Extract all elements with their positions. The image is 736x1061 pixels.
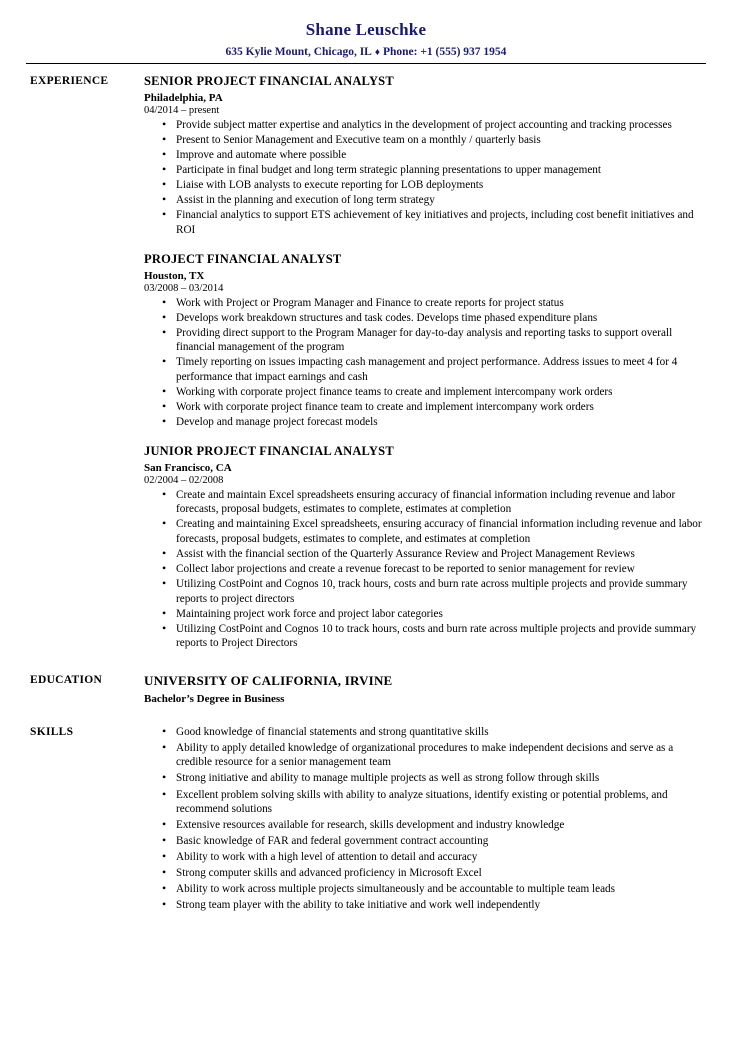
job-title: PROJECT FINANCIAL ANALYST bbox=[144, 251, 342, 266]
skill-bullet: • Strong initiative and ability to manage multiple projects as well as strong follow through skills bbox=[162, 771, 706, 786]
job-dates: 02/2004 – 02/2008 bbox=[144, 474, 224, 486]
job-location: San Francisco, CA bbox=[144, 461, 232, 474]
education-degree: Bachelor’s Degree in Business bbox=[144, 692, 285, 705]
contact-line bbox=[26, 46, 706, 58]
job-title: JUNIOR PROJECT FINANCIAL ANALYST bbox=[144, 443, 394, 458]
job-bullet: • Create and maintain Excel spreadsheets ensuring accuracy of financial information including revenue and labor forecasts, proposal budgets, estimates to complete, estimates at completion bbox=[162, 488, 706, 517]
contact-address: 635 Kylie Mount, Chicago, IL bbox=[225, 46, 372, 58]
skill-bullet: • Excellent problem solving skills with ability to analyze situations, identify existing or potential problems, and recommend solutions bbox=[162, 788, 706, 817]
skill-bullet: • Ability to work across multiple projects simultaneously and be accountable to multiple team leads bbox=[162, 882, 706, 897]
skills-section bbox=[26, 725, 706, 915]
job-location: Houston, TX bbox=[144, 269, 205, 282]
diamond-separator-icon: ♦ bbox=[374, 47, 380, 58]
job-bullet: • Develop and manage project forecast models bbox=[162, 415, 706, 430]
education-section-label: EDUCATION bbox=[30, 673, 103, 686]
job-bullet: • Work with Project or Program Manager and Finance to create reports for project status bbox=[162, 296, 706, 311]
job-bullet: • Utilizing CostPoint and Cognos 10, track hours, costs and burn rate across multiple projects and provide summary reports to project directors bbox=[162, 577, 706, 606]
job-bullet: • Maintaining project work force and project labor categories bbox=[162, 607, 706, 622]
experience-section-body bbox=[138, 74, 706, 665]
job-bullet: • Develops work breakdown structures and task codes. Develops time phased expenditure plans bbox=[162, 311, 706, 326]
job-bullet: • Assist with the financial section of the Quarterly Assurance Review and Project Management Reviews bbox=[162, 547, 706, 562]
job-bullet: • Improve and automate where possible bbox=[162, 148, 706, 163]
job-bullet: • Liaise with LOB analysts to execute reporting for LOB deployments bbox=[162, 178, 706, 193]
job-bullet: • Assist in the planning and execution of long term strategy bbox=[162, 193, 706, 208]
skill-bullet: • Strong team player with the ability to take initiative and work well independently bbox=[162, 898, 706, 913]
experience-section bbox=[26, 74, 706, 665]
skill-bullet: • Good knowledge of financial statements and strong quantitative skills bbox=[162, 725, 706, 740]
skills-section-body bbox=[138, 725, 706, 915]
job-entry bbox=[144, 74, 706, 238]
candidate-name: Shane Leuschke bbox=[305, 20, 427, 39]
job-bullet: • Utilizing CostPoint and Cognos 10 to track hours, costs and burn rate across multiple projects and provide summary reports to Project Directors bbox=[162, 622, 706, 651]
contact-phone: Phone: +1 (555) 937 1954 bbox=[382, 46, 507, 58]
job-bullet: • Timely reporting on issues impacting cash management and project performance. Address issues to meet 4 for 4 performance that impact earnings and cash bbox=[162, 355, 706, 384]
job-bullet: • Work with corporate project finance team to create and implement intercompany work orders bbox=[162, 400, 706, 415]
job-dates: 04/2014 – present bbox=[144, 105, 220, 116]
experience-section-label: EXPERIENCE bbox=[30, 75, 109, 87]
skill-bullet: • Ability to work with a high level of attention to detail and accuracy bbox=[162, 850, 706, 865]
job-bullet: • Present to Senior Management and Executive team on a monthly / quarterly basis bbox=[162, 133, 706, 148]
education-section-body bbox=[138, 673, 706, 707]
skill-bullet: • Extensive resources available for research, skills development and industry knowledge bbox=[162, 818, 706, 833]
job-bullet: • Collect labor projections and create a revenue forecast to be reported to senior management for review bbox=[162, 562, 706, 577]
job-bullet-list bbox=[144, 118, 706, 238]
job-bullet: • Providing direct support to the Program Manager for day-to-day analysis and reporting tasks to support overall financial management of the program bbox=[162, 326, 706, 355]
skill-bullet: • Strong computer skills and advanced proficiency in Microsoft Excel bbox=[162, 866, 706, 881]
header-divider bbox=[26, 63, 706, 64]
job-entry bbox=[144, 444, 706, 651]
job-dates: 03/2008 – 03/2014 bbox=[144, 282, 224, 294]
skill-bullet: • Basic knowledge of FAR and federal government contract accounting bbox=[162, 834, 706, 849]
job-bullet: • Working with corporate project finance teams to create and implement intercompany work orders bbox=[162, 385, 706, 400]
skills-bullet-list bbox=[144, 725, 706, 913]
job-bullet: • Financial analytics to support ETS achievement of key initiatives and projects, including cost benefit initiatives and ROI bbox=[162, 208, 706, 237]
job-entry bbox=[144, 252, 706, 430]
education-school: UNIVERSITY OF CALIFORNIA, IRVINE bbox=[144, 672, 393, 688]
resume-header bbox=[26, 20, 706, 58]
job-bullet: • Provide subject matter expertise and analytics in the development of project accounting and tracking processes bbox=[162, 118, 706, 133]
job-bullet: • Creating and maintaining Excel spreadsheets, ensuring accuracy of financial information including revenue and labor forecasts, proposal budgets, estimates to complete, and estimates at completion bbox=[162, 517, 706, 546]
education-section bbox=[26, 673, 706, 723]
job-location: Philadelphia, PA bbox=[144, 92, 223, 104]
job-bullet-list bbox=[144, 488, 706, 651]
job-bullet-list bbox=[144, 296, 706, 430]
skill-bullet: • Ability to apply detailed knowledge of organizational procedures to make independent decisions and serve as a credible resource for a senior management team bbox=[162, 741, 706, 770]
job-title: SENIOR PROJECT FINANCIAL ANALYST bbox=[144, 74, 394, 88]
skills-section-label: SKILLS bbox=[30, 725, 74, 738]
job-bullet: • Participate in final budget and long term strategic planning presentations to upper management bbox=[162, 163, 706, 178]
